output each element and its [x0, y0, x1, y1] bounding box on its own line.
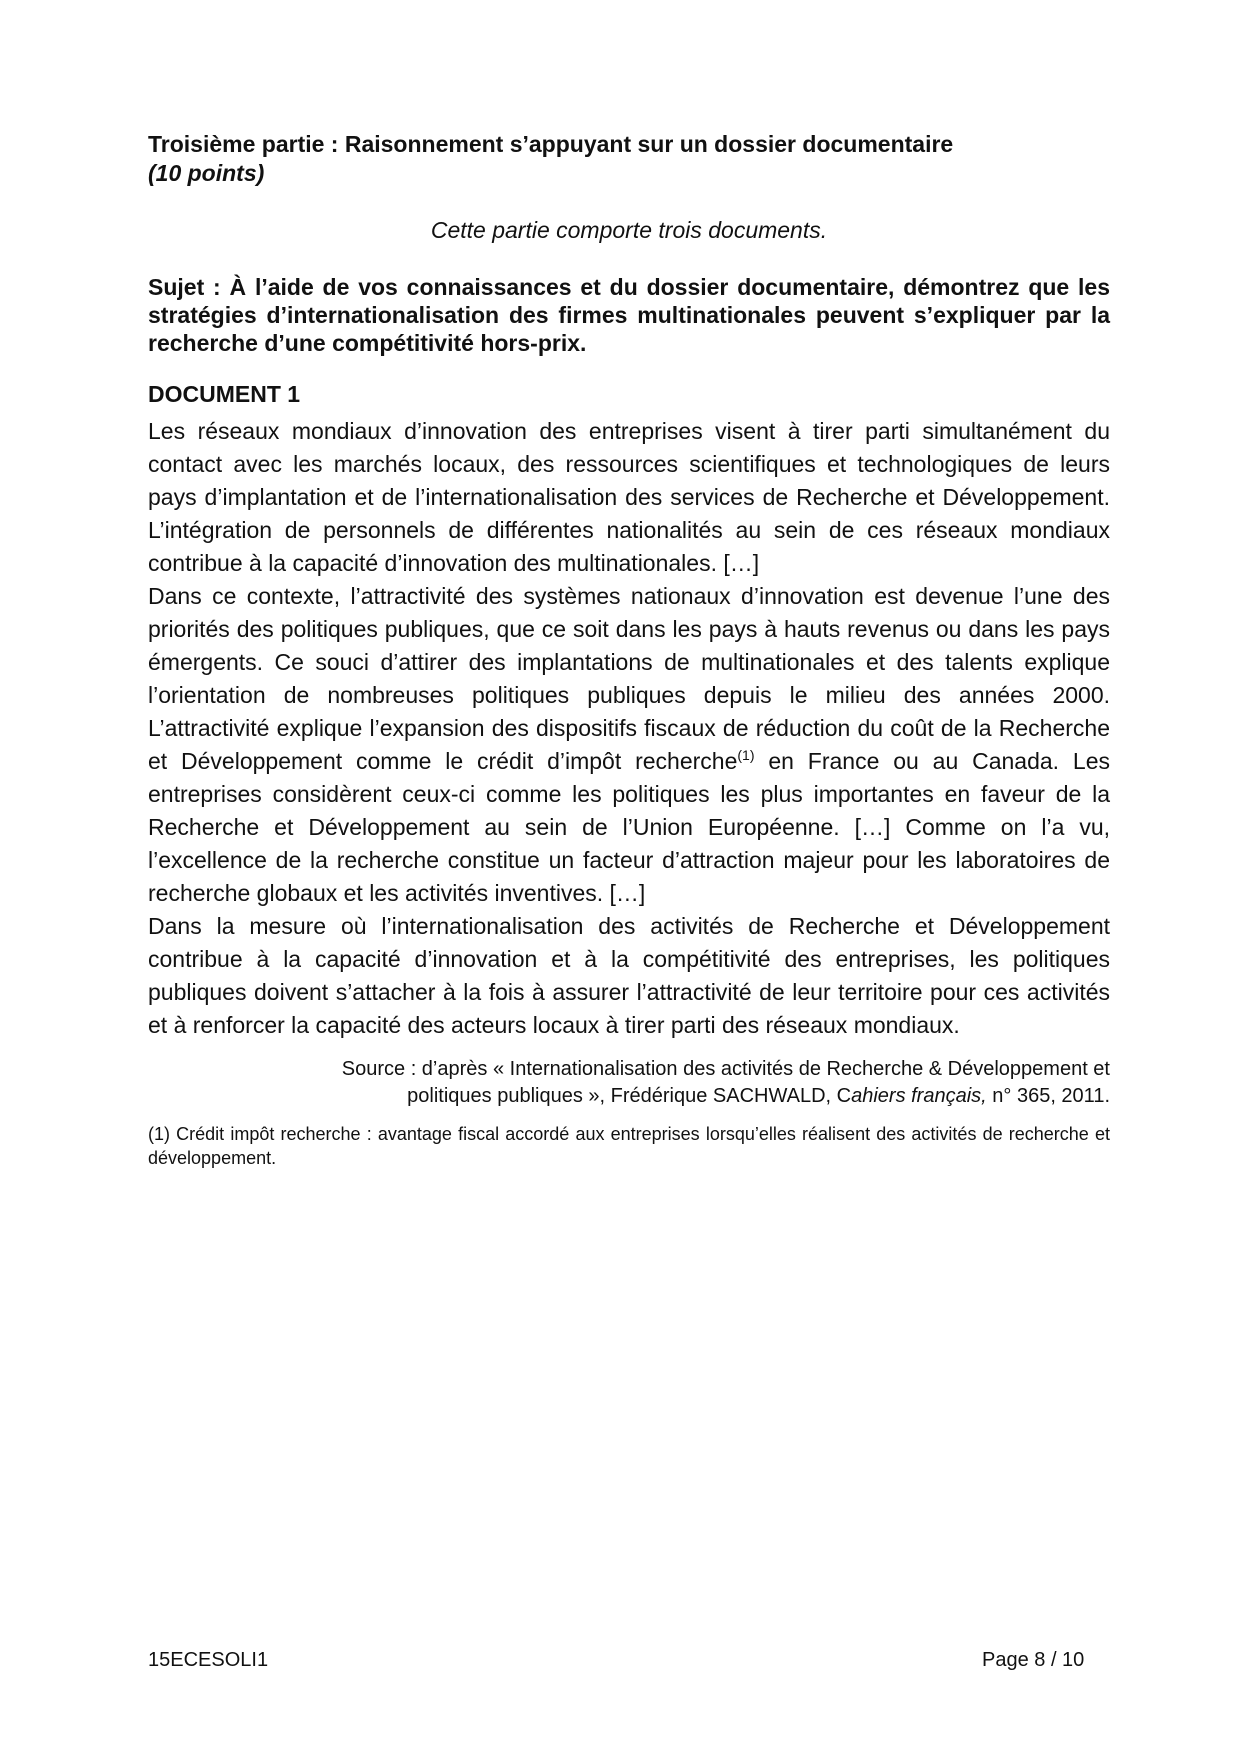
document-1-body [148, 415, 1110, 1042]
source-line-2 [148, 1083, 1110, 1110]
part-points: (10 points) [148, 160, 265, 186]
source-line-1: Source : d’après « Internationalisation des activités de Recherche & Développement et [341, 1058, 1110, 1080]
footnote-1: (1) Crédit impôt recherche : avantage fiscal accordé aux entreprises lorsqu’elles réalisent des activités de recherche et développement. [148, 1124, 1110, 1168]
page-content [148, 130, 1110, 1170]
footer-page-number: Page 8 / 10 [982, 1649, 1085, 1671]
source-line-2-end: n° 365, 2011. [986, 1085, 1110, 1107]
intro-text: Cette partie comporte trois documents. [430, 217, 828, 243]
source-publication-title: ahiers français, [851, 1085, 987, 1107]
paragraph-2-part-1: Dans ce contexte, l’attractivité des systèmes nationaux d’innovation est devenue l’une des priorités des politiques publiques, que ce soit dans les pays à hauts revenus ou dans les pays émergents. Ce souci d’attirer des implantations de multinationales et des talents explique l’orientation de nombreuses politiques publiques depuis le milieu des années 2000. L’attractivité explique l’expansion des dispositifs fiscaux de réduction du coût de la Recherche et Développement comme le crédit d’impôt recherche [148, 583, 1110, 774]
footer-exam-code: 15ECESOLI1 [148, 1649, 269, 1671]
document-1-paragraph-2 [148, 580, 1110, 910]
source-line-2-start: politiques publiques », Frédérique SACHWALD, C [407, 1085, 852, 1107]
document-1-heading: DOCUMENT 1 [148, 381, 301, 407]
subject-text: Sujet : À l’aide de vos connaissances et du dossier documentaire, démontrez que les stratégies d’internationalisation des firmes multinationales peuvent s’expliquer par la recherche d’une compétitivité hors-prix. [148, 274, 1110, 356]
footnote-reference: (1) [737, 747, 755, 763]
part-title-text: Troisième partie : Raisonnement s’appuyant sur un dossier documentaire [148, 131, 954, 157]
document-1-paragraph-3: Dans la mesure où l’internationalisation des activités de Recherche et Développement contribue à la capacité d’innovation et à la compétitivité des entreprises, les politiques publiques doivent s’attacher à la fois à assurer l’attractivité de leur territoire pour ces activités et à renforcer la capacité des acteurs locaux à tirer parti des réseaux mondiaux. [148, 913, 1110, 1038]
paragraph-2-part-2: en France ou au Canada. Les entreprises considèrent ceux-ci comme les politiques les plus importantes en faveur de la Recherche et Développement au sein de l’Union Européenne. […] Comme on l’a vu, l’excellence de la recherche constitue un facteur d’attraction majeur pour les laboratoires de recherche globaux et les activités inventives. […] [148, 748, 1110, 906]
document-1-source [148, 1056, 1110, 1110]
part-title [148, 130, 1110, 188]
document-1-paragraph-1: Les réseaux mondiaux d’innovation des entreprises visent à tirer parti simultanément du contact avec les marchés locaux, des ressources scientifiques et technologiques de leurs pays d’implantation et de l’internationalisation des services de Recherche et Développement. L’intégration de personnels de différentes nationalités au sein de ces réseaux mondiaux contribue à la capacité d’innovation des multinationales. […] [148, 418, 1110, 576]
